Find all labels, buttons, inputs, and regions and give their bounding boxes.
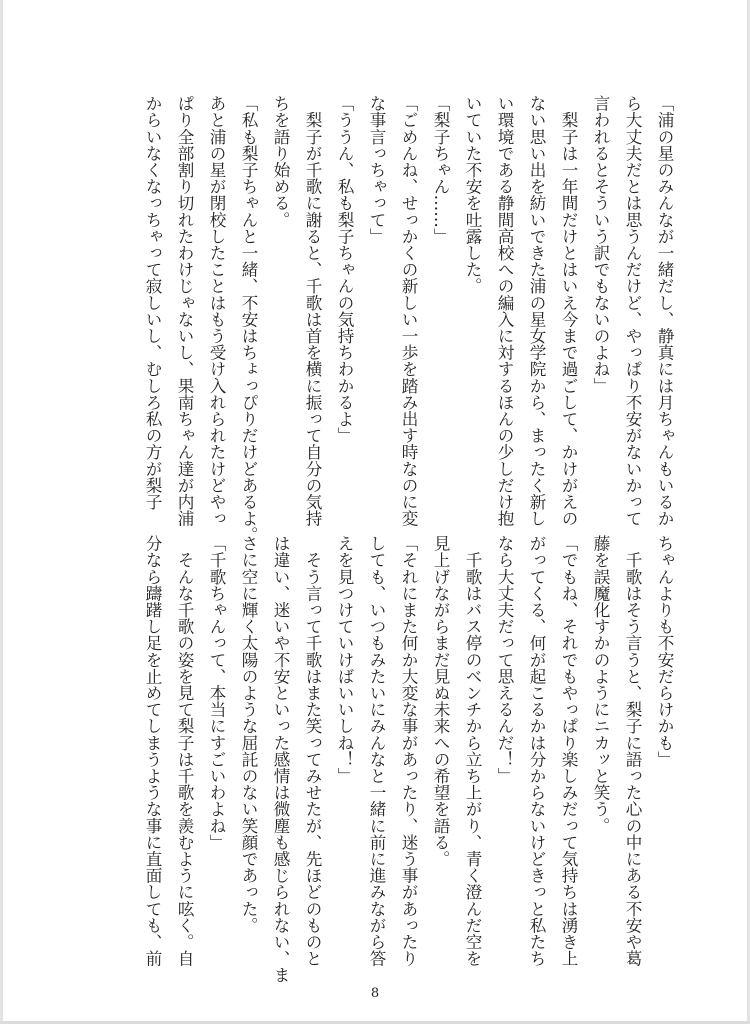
text-column: な事言っちゃって」 xyxy=(367,95,386,245)
text-column: ら大丈夫だとは思うんだけど、やっぱり不安がないかって xyxy=(623,95,642,527)
text-column: 分なら躊躇し足を止めてしまうような事に直面しても、前 xyxy=(143,535,162,967)
text-column: からいなくなっちゃって寂しいし、むしろ私の方が梨子 xyxy=(143,95,162,510)
text-column: 「ごめんね、せっかくの新しい一歩を踏み出す時なのに変 xyxy=(399,95,418,527)
text-column: 言われるとそういう訳でもないのよね」 xyxy=(591,95,610,394)
lower-text-block xyxy=(128,535,674,984)
upper-text-block xyxy=(128,95,674,544)
text-column: そんな千歌の姿を見て梨子は千歌を羨むように呟く。自 xyxy=(175,535,194,967)
page-number: 8 xyxy=(370,986,380,1001)
text-column: 梨子が千歌に謝ると、千歌は首を横に振って自分の気持 xyxy=(303,95,322,527)
text-column: 「梨子ちゃん……」 xyxy=(431,95,450,245)
text-column: い環境である静間高校への編入に対するほんの少しだけ抱 xyxy=(495,95,514,527)
text-column: ちゃんよりも不安だらけかも」 xyxy=(655,535,674,768)
text-column: 梨子は一年間だけとはいえ今まで過ごして、かけがえの xyxy=(559,95,578,527)
text-column: 千歌はそう言うと、梨子に語った心の中にある不安や葛 xyxy=(623,535,642,967)
text-column: 「でもね、それでもやっぱり楽しみだって気持ちは湧き上 xyxy=(559,535,578,967)
text-column: さに空に輝く太陽のような屈託のない笑顔であった。 xyxy=(239,535,258,934)
text-column: は違い、迷いや不安といった感情は微塵も感じられない、ま xyxy=(271,535,290,984)
text-column: そう言って千歌はまた笑ってみせたが、先ほどのものと xyxy=(303,535,322,967)
text-column: 千歌はバス停のベンチから立ち上がり、青く澄んだ空を xyxy=(463,535,482,967)
text-column: 藤を誤魔化すかのようにニカッと笑う。 xyxy=(591,535,610,834)
text-column: ない思い出を紡いできた浦の星女学院から、まったく新し xyxy=(527,95,546,527)
text-column: あと浦の星が閉校したことはもう受け入れられたけどやっ xyxy=(207,95,226,527)
text-column: 「千歌ちゃんって、本当にすごいわよね」 xyxy=(207,535,226,851)
text-column: ぱり全部割り切れたわけじゃないし、果南ちゃん達が内浦 xyxy=(175,95,194,527)
page-edge-left xyxy=(0,0,3,1024)
text-column: 「私も梨子ちゃんと一緒、不安はちょっぴりだけどあるよ。 xyxy=(239,95,258,544)
text-column: 見上げながらまだ見ぬ未来への希望を語る。 xyxy=(431,535,450,867)
text-column: なら大丈夫だって思えるんだ！」 xyxy=(495,535,514,784)
text-column: えを見つけていけばいいしね！」 xyxy=(335,535,354,784)
text-column: いていた不安を吐露した。 xyxy=(463,95,482,295)
text-column: しても、いつもみたいにみんなと一緒に前に進みながら答 xyxy=(367,535,386,967)
text-column: ちを語り始める。 xyxy=(271,95,290,228)
text-column: 「浦の星のみんなが一緒だし、静真には月ちゃんもいるか xyxy=(655,95,674,527)
text-column: 「それにまた何か大変な事があったり、迷う事があったり xyxy=(399,535,418,967)
text-column: がってくる、何が起こるかは分からないけどきっと私たち xyxy=(527,535,546,967)
text-column: 「ううん、私も梨子ちゃんの気持ちわかるよ」 xyxy=(335,95,354,444)
